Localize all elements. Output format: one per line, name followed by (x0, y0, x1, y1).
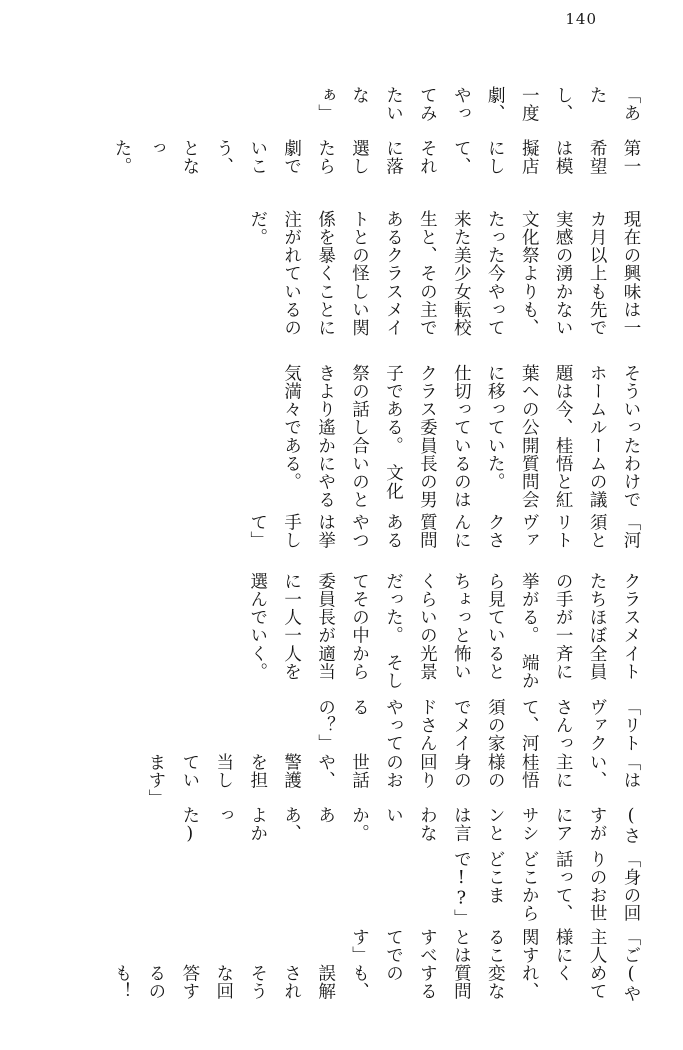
paragraph: 「河須とリトヴァクさんに質問あるやつは挙手して」 (247, 513, 641, 550)
page-body-text (36, 86, 647, 1016)
paragraph: (さすがにアサシンとは言わないか。ああ、よかった) (179, 806, 641, 846)
page-number: 140 (565, 10, 597, 28)
paragraph: 「はい、主に桂悟様の身の回りのお世話や、警護を担当しています」 (145, 752, 641, 807)
paragraph: 「あたし、一度劇、やってみたいなぁ」 (315, 86, 641, 123)
paragraph: 現在の興味は一カ月以上も先で実感の湧かない文化祭よりも、たった今やって来た美少女転校生と、その主であるクラスメイトとの怪しい関係を暴くことに注がれているのだ。 (247, 209, 641, 337)
paragraph: 「身の回りのお世話って、どこからどこまで!?」 (451, 850, 641, 928)
paragraph: (やめてくれ、変な質問するのも、誤解されそうな回答するのも！ (111, 963, 641, 1003)
paragraph: 第一希望は模擬店にして、それに落選したら劇でいこう、となった。 (111, 139, 641, 176)
paragraph: 「ご主人様に関することはすべてです」 (349, 927, 641, 964)
paragraph: 「リトヴァクさんって、河須の家でメイドさんやってるの？」 (315, 698, 641, 753)
paragraph: クラスメイトたちほぼ全員の手が一斉に挙がる。 端から見ているとちょっと怖いくらいの光景だった。 そしてその中から委員長が適当に一人一人を選んでいく。 (247, 571, 641, 690)
paragraph: そういったわけでホームルームの議題は今、桂悟と紅葉への公開質問会に移っていた。 仕切っているのはクラス委員長の男子である。 文化祭の話し合いのときより遙かにやる気満々である。 (281, 363, 641, 509)
